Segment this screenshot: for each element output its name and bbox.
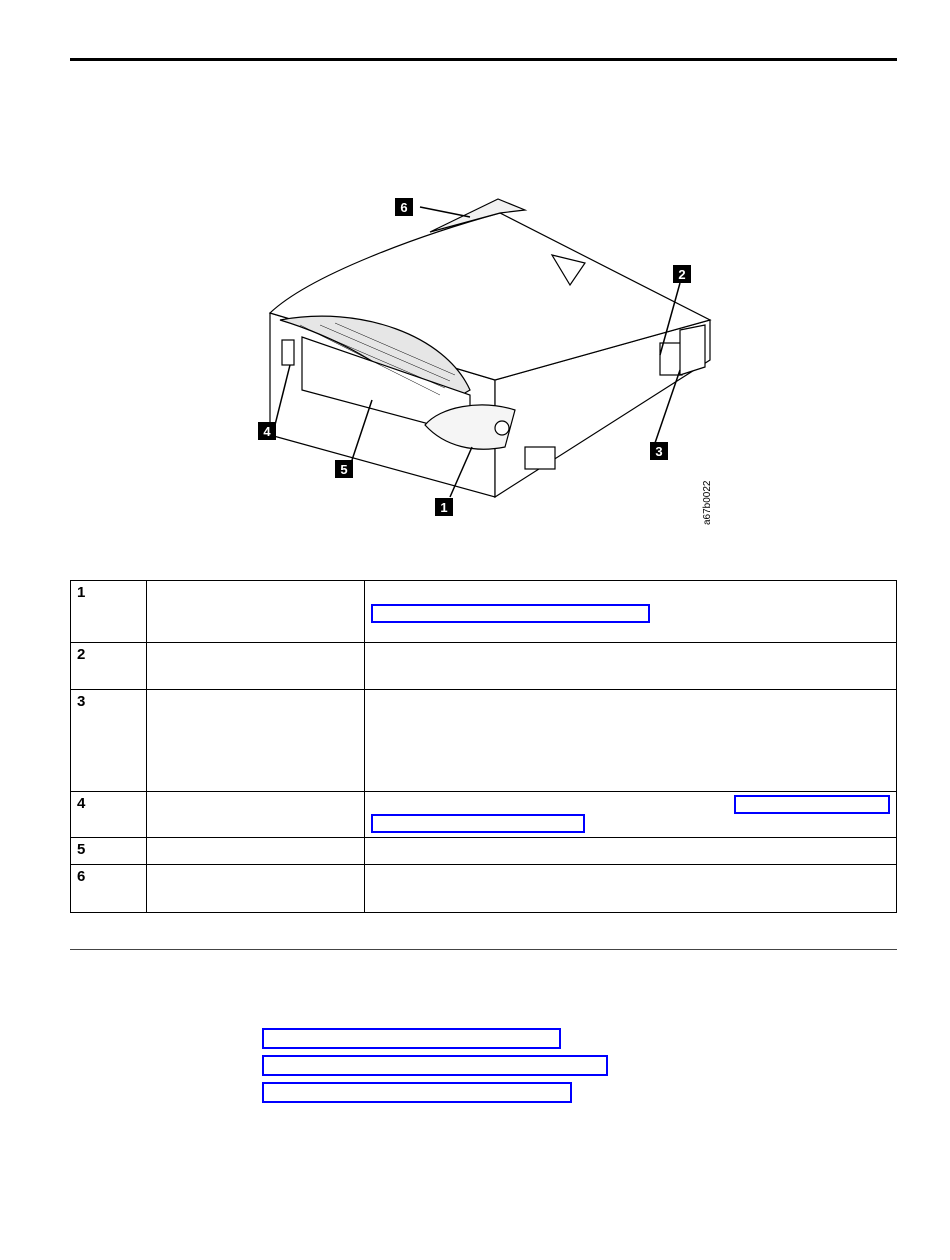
part-description-cell	[365, 581, 897, 643]
callout-6	[395, 198, 413, 216]
part-number: 3	[77, 693, 88, 710]
callout-4	[258, 422, 276, 440]
related-link-2[interactable]	[262, 1055, 608, 1076]
svg-text:5: 5	[340, 462, 348, 477]
cartridge-parts-table	[70, 580, 897, 913]
cross-reference-link[interactable]	[734, 795, 890, 814]
part-name-cell	[147, 581, 365, 643]
callout-3	[650, 442, 668, 460]
related-links	[262, 1028, 608, 1109]
callout-1	[435, 498, 453, 516]
table-row	[71, 865, 897, 913]
callout-2	[673, 265, 691, 283]
part-description-cell	[365, 643, 897, 690]
table-row	[71, 838, 897, 865]
part-description-cell	[365, 792, 897, 838]
figure-id-label: a67b0022	[702, 480, 713, 525]
tape-cartridge-figure	[240, 185, 720, 530]
part-name-cell	[147, 838, 365, 865]
part-description-cell	[365, 838, 897, 865]
related-link-1[interactable]	[262, 1028, 561, 1049]
svg-text:2: 2	[678, 267, 686, 282]
cross-reference-link[interactable]	[371, 604, 650, 623]
part-number: 5	[77, 841, 88, 858]
table-row	[71, 581, 897, 643]
cross-reference-link-continued[interactable]	[371, 814, 585, 833]
svg-text:6: 6	[400, 200, 408, 215]
callout-5	[335, 460, 353, 478]
part-number: 4	[77, 795, 88, 812]
table-row	[71, 690, 897, 792]
part-name-cell	[147, 690, 365, 792]
part-description-cell	[365, 690, 897, 792]
cartridge-drawing	[270, 199, 710, 497]
part-name-cell	[147, 865, 365, 913]
section-rule	[70, 949, 897, 950]
part-description-cell	[365, 865, 897, 913]
header-rule	[70, 58, 897, 61]
part-name-cell	[147, 792, 365, 838]
svg-text:4: 4	[263, 424, 271, 439]
table-row	[71, 643, 897, 690]
part-number: 1	[77, 584, 88, 601]
part-number: 6	[77, 868, 88, 885]
part-number: 2	[77, 646, 88, 663]
table-row	[71, 792, 897, 838]
related-link-3[interactable]	[262, 1082, 572, 1103]
part-name-cell	[147, 643, 365, 690]
svg-text:1: 1	[440, 500, 448, 515]
svg-text:3: 3	[655, 444, 663, 459]
